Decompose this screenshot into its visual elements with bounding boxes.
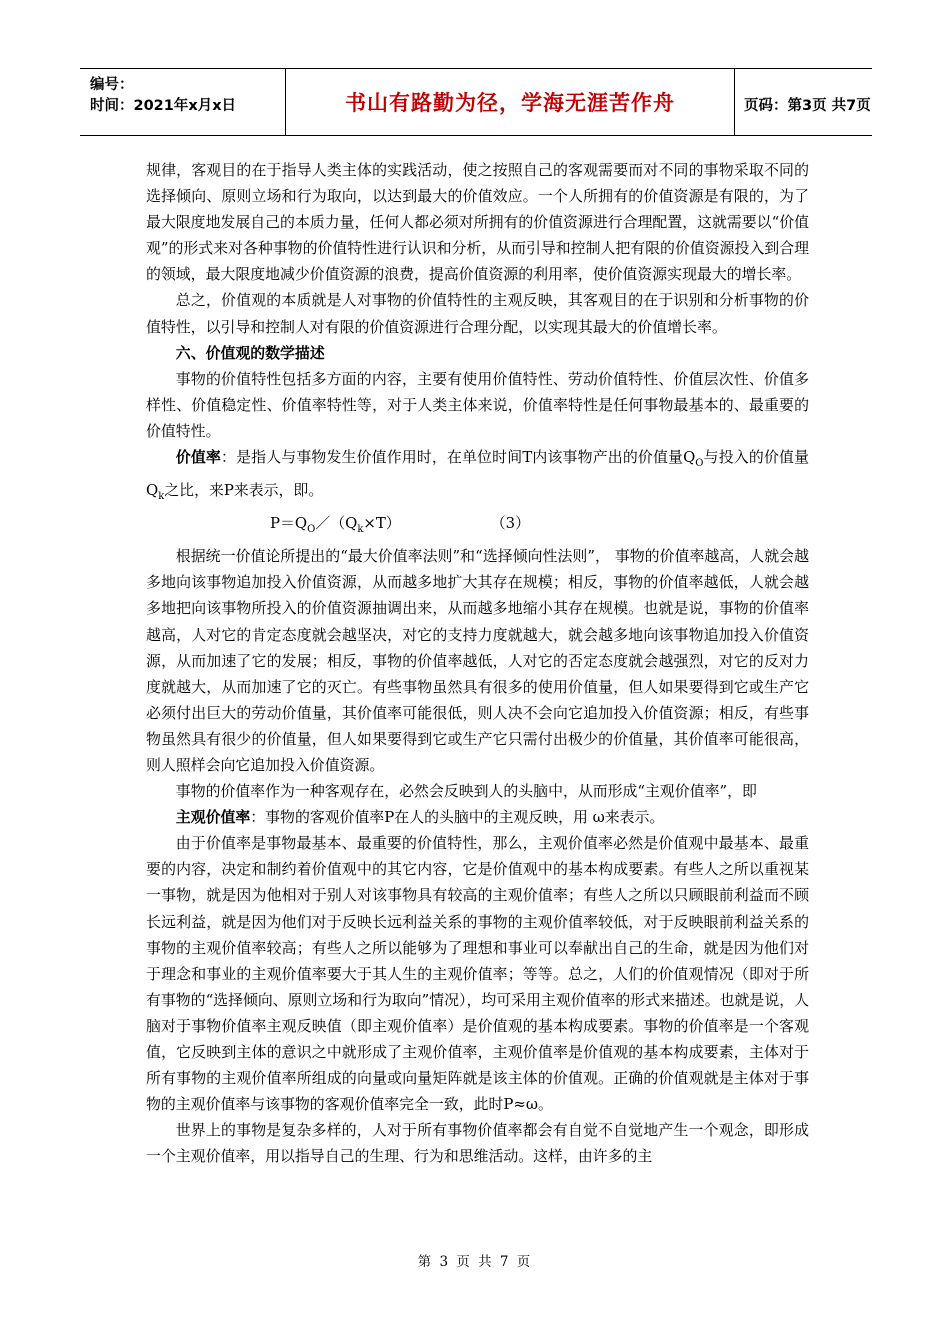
header-page-info: 页码：第3页 共7页	[744, 98, 871, 114]
definition-text: 与投入的价值量Q	[146, 448, 809, 500]
subscript: O	[695, 458, 704, 469]
page-footer: 第 3 页 共 7 页	[417, 1254, 533, 1270]
definition-subjective-rate	[146, 804, 809, 830]
formula-part: ×T）	[363, 514, 401, 533]
number-label: 编号：	[90, 77, 134, 93]
document-header	[80, 68, 872, 136]
definition-term: 主观价值率	[175, 808, 251, 827]
paragraph: 规律，客观目的在于指导人类主体的实践活动，使之按照自己的客观需要而对不同的事物采取不同的选择倾向、原则立场和行为取向，以达到最大的价值效应。一个人所拥有的价值资源是有限的，为了最大限度地发展自己的本质力量，任何人都必须对所拥有的价值资源进行合理配置，这就需要以“价值观”的形式来对各种事物的价值特性进行认识和分析，从而引导和控制人把有限的价值资源投入到合理的领域，最大限度地减少价值资源的浪费，提高价值资源的利用率，使价值资源实现最大的增长率。	[146, 161, 809, 284]
definition-text: ：是指人与事物发生价值作用时，在单位时间T内该事物产出的价值量Q	[221, 448, 696, 467]
time-label: 时间：2021年x月x日	[90, 98, 237, 114]
equation-number: （3）	[490, 514, 530, 533]
definition-value-rate	[146, 444, 809, 510]
header-meta-cell	[80, 69, 285, 135]
paragraph: 由于价值率是事物最基本、最重要的价值特性，那么，主观价值率必然是价值观中最基本、最重要的内容，决定和制约着价值观中的其它内容，它是价值观中的基本构成要素。有些人之所以重视某一事物，就是因为他相对于别人对该事物具有较高的主观价值率；有些人之所以只顾眼前利益而不顾长远利益，就是因为他们对于反映长远利益关系的事物的主观价值率较低，对于反映眼前利益关系的事物的主观价值率较高；有些人之所以能够为了理想和事业可以奉献出自己的生命，就是因为他们对于理念和事业的主观价值率要大于其人生的主观价值率；等等。总之，人们的价值观情况（即对于所有事物的“选择倾向、原则立场和行为取向”情况），均可采用主观价值率的形式来描述。也就是说，人脑对于事物价值率主观反映值（即主观价值率）是价值观的基本构成要素。事物的价值率是一个客观值，它反映到主体的意识之中就形成了主观价值率，主观价值率是价值观的基本构成要素，主体对于所有事物的主观价值率所组成的向量或向量矩阵就是该主体的价值观。正确的价值观就是主体对于事物的主观价值率与该事物的客观价值率完全一致，此时P≈ω。	[146, 834, 809, 1114]
document-body	[146, 157, 809, 1169]
paragraph: 事物的价值率作为一种客观存在，必然会反映到人的头脑中，从而形成“主观价值率”，即	[175, 782, 757, 801]
definition-text: ：事物的客观价值率P在人的头脑中的主观反映，用 ω来表示。	[250, 808, 665, 827]
formula	[146, 510, 809, 543]
subscript: k	[158, 491, 165, 503]
section-title: 六、价值观的数学描述	[175, 343, 325, 362]
definition-term: 价值率	[175, 448, 221, 467]
header-motto-cell	[285, 69, 735, 135]
paragraph: 世界上的事物是复杂多样的，人对于所有事物价值率都会有自觉不自觉地产生一个观念，即形成一个主观价值率，用以指导自己的生理、行为和思维活动。这样，由许多的主	[146, 1121, 809, 1166]
formula-part: ／（Q	[315, 514, 358, 533]
paragraph: 根据统一价值论所提出的“最大价值率法则”和“选择倾向性法则”， 事物的价值率越高，人就会越多地向该事物追加投入价值资源，从而越多地扩大其存在规模；相反，事物的价值率越低，人就会越多地把向该事物所投入的价值资源抽调出来，从而越多地缩小其存在规模。也就是说，事物的价值率越高，人对它的肯定态度就会越坚决，对它的支持力度就越大，就会越多地向该事物追加投入价值资源，从而加速了它的发展；相反，事物的价值率越低，人对它的否定态度就会越强烈，对它的反对力度就越大，从而加速了它的灭亡。有些事物虽然具有很多的使用价值量，但人如果要得到它或生产它必须付出巨大的劳动价值量，其价值率可能很低，则人决不会向它追加投入价值资源；相反，有些事物虽然具有很少的价值量，但人如果要得到它或生产它只需付出极少的价值量，其价值率可能很高，则人照样会向它追加投入价值资源。	[146, 547, 809, 774]
formula-part: P＝Q	[270, 514, 308, 533]
paragraph: 总之，价值观的本质就是人对事物的价值特性的主观反映，其客观目的在于识别和分析事物的价值特性，以引导和控制人对有限的价值资源进行合理分配，以实现其最大的价值增长率。	[146, 291, 809, 336]
subscript: O	[307, 524, 316, 536]
subscript: k	[357, 524, 364, 536]
header-page-cell	[734, 69, 872, 135]
paragraph: 事物的价值特性包括多方面的内容，主要有使用价值特性、劳动价值特性、价值层次性、价值多样性、价值稳定性、价值率特性等，对于人类主体来说，价值率特性是任何事物最基本的、最重要的价值特性。	[146, 369, 809, 440]
header-motto: 书山有路勤为径，学海无涯苦作舟	[345, 91, 675, 115]
definition-text: 之比，来P来表示，即。	[164, 481, 324, 500]
